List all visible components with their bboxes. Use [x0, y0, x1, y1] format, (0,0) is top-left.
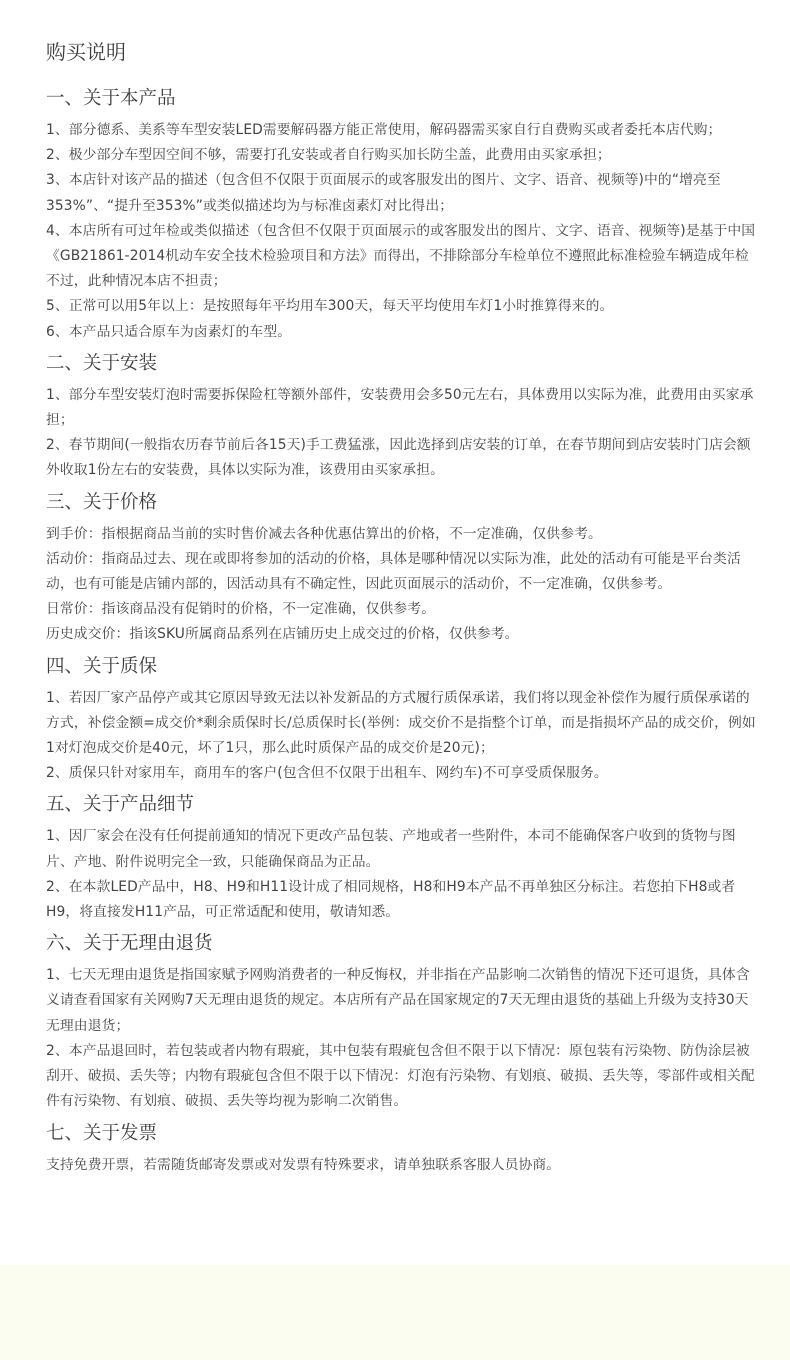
section-paragraph: 2、在本款LED产品中，H8、H9和H11设计成了相同规格，H8和H9本产品不再单独区分标注。若您拍下H8或者H9，将直接发H11产品，可正常适配和使用，敬请知悉。 — [46, 878, 736, 921]
document-content — [46, 86, 758, 1184]
section-paragraph: 1、七天无理由退货是指国家赋予网购消费者的一种反悔权，并非指在产品影响二次销售的情况下还可退货，具体含义请查看国家有关网购7天无理由退货的规定。本店所有产品在国家规定的7天无理由退货的基础上升级为支持30天无理由退货； — [46, 967, 750, 1034]
section-heading: 四、关于质保 — [46, 655, 158, 677]
section-heading: 三、关于价格 — [46, 491, 158, 513]
section-paragraph: 活动价：指商品过去、现在或即将参加的活动的价格，具体是哪种情况以实际为准，此处的活动有可能是平台类活动，也有可能是店铺内部的，因活动具有不确定性，因此页面展示的活动价，不一定准确，仅供参考。 — [46, 550, 741, 593]
section-paragraph: 到手价：指根据商品当前的实时售价减去各种优惠估算出的价格，不一定准确，仅供参考。 — [46, 525, 602, 542]
section-1 — [46, 86, 758, 345]
section-heading: 六、关于无理由退货 — [46, 933, 213, 955]
section-paragraph: 1、部分德系、美系等车型安装LED需要解码器方能正常使用，解码器需买家自行自费购买或者委托本店代购； — [46, 122, 722, 138]
section-heading: 五、关于产品细节 — [46, 794, 195, 816]
section-paragraph: 3、本店针对该产品的描述（包含但不仅限于页面展示的或客服发出的图片、文字、语音、视频等)中的“增亮至353%”、“提升至353%”或类似描述均为与标准卤素灯对比得出； — [46, 172, 721, 214]
section-heading: 一、关于本产品 — [46, 88, 176, 109]
section-paragraph: 4、本店所有可过年检或类似描述（包含但不仅限于页面展示的或客服发出的图片、文字、语音、视频等)是基于中国《GB21861-2014机动车安全技术检验项目和方法》而得出，不排除部分车检单位不遵照此标准检验车辆造成年检不过，此种情况本店不担责； — [46, 222, 756, 290]
section-paragraph: 2、质保只针对家用车，商用车的客户(包含但不仅限于出租车、网约车)不可享受质保服务。 — [46, 765, 608, 782]
section-paragraph: 2、本产品退回时，若包装或者内物有瑕疵，其中包装有瑕疵包含但不限于以下情况：原包装有污染物、防伪涂层被刮开、破损、丢失等；内物有瑕疵包含但不限于以下情况：灯泡有污染物、有划痕、破损、丢失等，零部件或相关配件有污染物、有划痕、破损、丢失等均视为影响二次销售。 — [46, 1042, 755, 1110]
section-4 — [46, 654, 758, 787]
section-paragraph: 1、因厂家会在没有任何提前通知的情况下更改产品包装、产地或者一些附件，本司不能确保客户收到的货物与图片、产地、附件说明完全一致，只能确保商品为正品。 — [46, 828, 736, 870]
section-paragraph: 2、极少部分车型因空间不够，需要打孔安装或者自行购买加长防尘盖，此费用由买家承担； — [46, 147, 611, 164]
section-3 — [46, 490, 758, 648]
section-heading: 二、关于安装 — [46, 352, 158, 374]
section-paragraph: 1、部分车型安装灯泡时需要拆保险杠等额外部件，安装费用会多50元左右，具体费用以实际为准，此费用由买家承担； — [46, 386, 754, 429]
section-paragraph: 历史成交价：指该SKU所属商品系列在店铺历史上成交过的价格，仅供参考。 — [46, 626, 519, 643]
section-paragraph: 5、正常可以用5年以上：是按照每年平均用车300天，每天平均使用车灯1小时推算得来的。 — [46, 298, 614, 315]
section-paragraph: 日常价：指该商品没有促销时的价格，不一定准确，仅供参考。 — [46, 601, 436, 618]
section-paragraph: 支持免费开票，若需随货邮寄发票或对发票有特殊要求，请单独联系客服人员协商。 — [46, 1156, 561, 1173]
section-7 — [46, 1121, 758, 1178]
section-paragraph: 1、若因厂家产品停产或其它原因导致无法以补发新品的方式履行质保承诺，我们将以现金补偿作为履行质保承诺的方式，补偿金额=成交价*剩余质保时长/总质保时长(举例：成交价不是指整个订单，而是指损坏产品的成交价，例如1对灯泡成交价是40元，坏了1只，那么此时质保产品的成交价是20元)； — [46, 689, 756, 757]
section-2 — [46, 351, 758, 484]
page-title: 购买说明 — [46, 40, 126, 64]
section-heading: 七、关于发票 — [46, 1122, 158, 1144]
section-5 — [46, 792, 758, 925]
section-paragraph: 6、本产品只适合原车为卤素灯的车型。 — [46, 323, 292, 340]
section-paragraph: 2、春节期间(一般指农历春节前后各15天)手工费猛涨，因此选择到店安装的订单，在春节期间到店安装时门店会额外收取1份左右的安装费，具体以实际为准，该费用由买家承担。 — [46, 437, 751, 479]
footer-band — [0, 1265, 790, 1360]
section-6 — [46, 931, 758, 1114]
